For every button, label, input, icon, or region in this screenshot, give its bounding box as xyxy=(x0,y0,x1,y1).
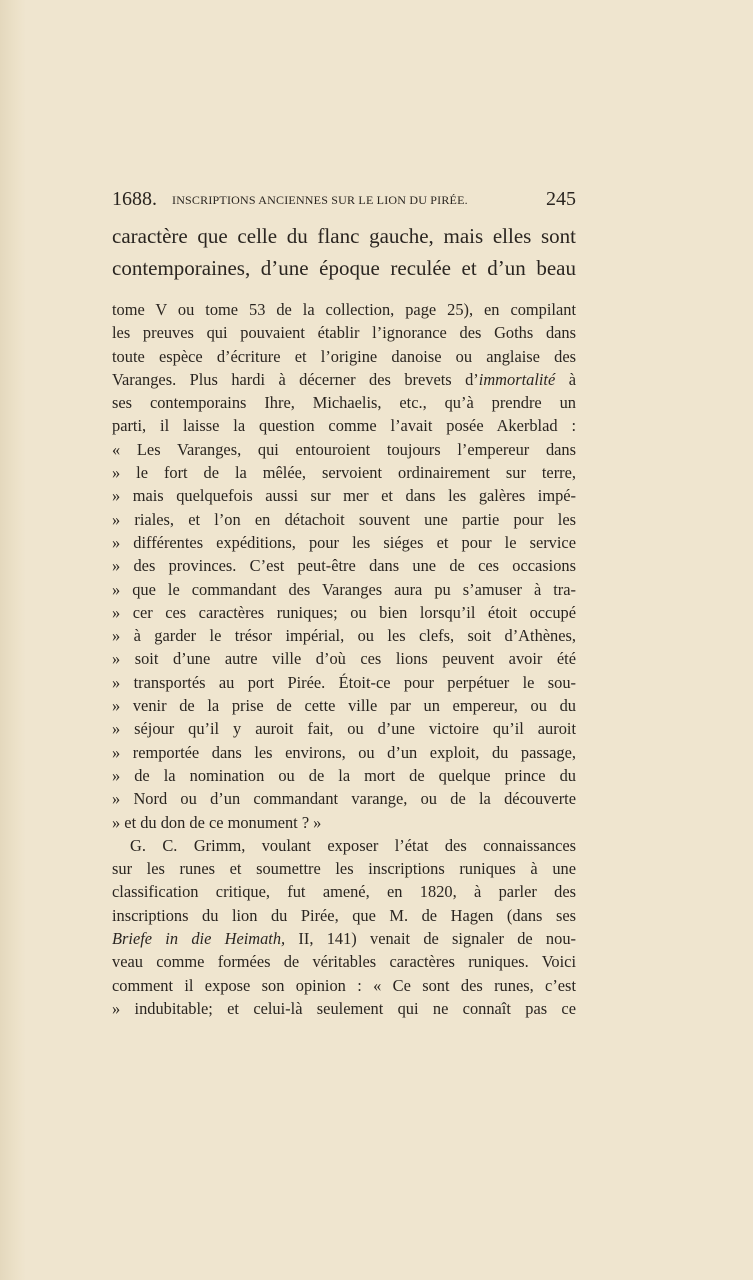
top-line: caractère que celle du flanc gauche, mais elles sont xyxy=(112,224,576,248)
text-line: ses contemporains Ihre, Michaelis, etc., qu’à prendre un xyxy=(112,393,576,413)
body-text xyxy=(112,298,576,1020)
top-line: contemporaines, d’une époque reculée et d’un beau xyxy=(112,256,576,280)
text-line: » des provinces. C’est peut-être dans une de ces occasions xyxy=(112,556,576,576)
text-line xyxy=(112,927,576,950)
text-line: » à garder le trésor impérial, ou les clefs, soit d’Athènes, xyxy=(112,626,576,646)
italic-text: Briefe in die Heimath, xyxy=(112,929,286,949)
text-segment: à xyxy=(555,369,576,389)
text-line: tome V ou tome 53 de la collection, page 25), en compilant xyxy=(112,300,576,319)
continued-heading-lines xyxy=(112,220,576,284)
text-line: » venir de la prise de cette ville par un empereur, ou du xyxy=(112,696,576,716)
page-header xyxy=(112,188,576,212)
text-line: parti, il laisse la question comme l’avait posée Akerblad : xyxy=(112,416,576,436)
text-line: » de la nomination ou de la mort de quelque prince du xyxy=(112,765,576,785)
text-line: » indubitable; et celui-là seulement qui ne connaît pas ce xyxy=(112,998,576,1018)
text-line: sur les runes et soumettre les inscriptions runiques à une xyxy=(112,859,576,879)
text-line: « Les Varanges, qui entouroient toujours l’empereur dans xyxy=(112,439,576,459)
text-line: » soit d’une autre ville d’où ces lions peuvent avoir été xyxy=(112,649,576,669)
text-segment: II, 141) venait de signaler de nou- xyxy=(285,929,576,949)
italic-text: immortalité xyxy=(478,369,556,389)
text-line: » cer ces caractères runiques; ou bien lorsqu’il étoit occupé xyxy=(112,602,576,622)
text-line: » et du don de ce monument ? » xyxy=(112,812,322,832)
text-line: » différentes expéditions, pour les siéges et pour le service xyxy=(112,532,576,552)
text-line: » séjour qu’il y auroit fait, ou d’une victoire qu’il auroit xyxy=(112,719,576,739)
text-line xyxy=(112,368,576,391)
text-line: comment il expose son opinion : « Ce sont des runes, c’est xyxy=(112,975,576,995)
text-line: toute espèce d’écriture et l’origine danoise ou anglaise des xyxy=(112,346,576,366)
page-number: 245 xyxy=(546,188,576,210)
text-line: » que le commandant des Varanges aura pu s’amuser à tra- xyxy=(112,579,576,599)
text-segment: Varanges. Plus hardi à décerner des brevets d’ xyxy=(112,369,479,389)
text-line: inscriptions du lion du Pirée, que M. de Hagen (dans ses xyxy=(112,905,576,925)
text-line: » mais quelquefois aussi sur mer et dans les galères impé- xyxy=(112,486,576,506)
text-line: » transportés au port Pirée. Étoit-ce pour perpétuer le sou- xyxy=(112,672,576,692)
text-line: » Nord ou d’un commandant varange, ou de la découverte xyxy=(112,789,576,809)
text-line: veau comme formées de véritables caractères runiques. Voici xyxy=(112,952,576,972)
text-line: classification critique, fut amené, en 1820, à parler des xyxy=(112,882,576,902)
text-line: » le fort de la mêlée, servoient ordinairement sur terre, xyxy=(112,463,576,483)
page-edge-shadow xyxy=(0,0,26,1280)
left-section-number: 1688. xyxy=(112,188,157,210)
text-line: G. C. Grimm, voulant exposer l’état des connaissances xyxy=(130,835,576,855)
text-line: les preuves qui pouvaient établir l’ignorance des Goths dans xyxy=(112,323,576,343)
text-line: » riales, et l’on en détachoit souvent une partie pour les xyxy=(112,509,576,529)
text-line: » remportée dans les environs, ou d’un exploit, du passage, xyxy=(112,742,576,762)
running-title: INSCRIPTIONS ANCIENNES SUR LE LION DU PIRÉE. xyxy=(172,193,468,207)
